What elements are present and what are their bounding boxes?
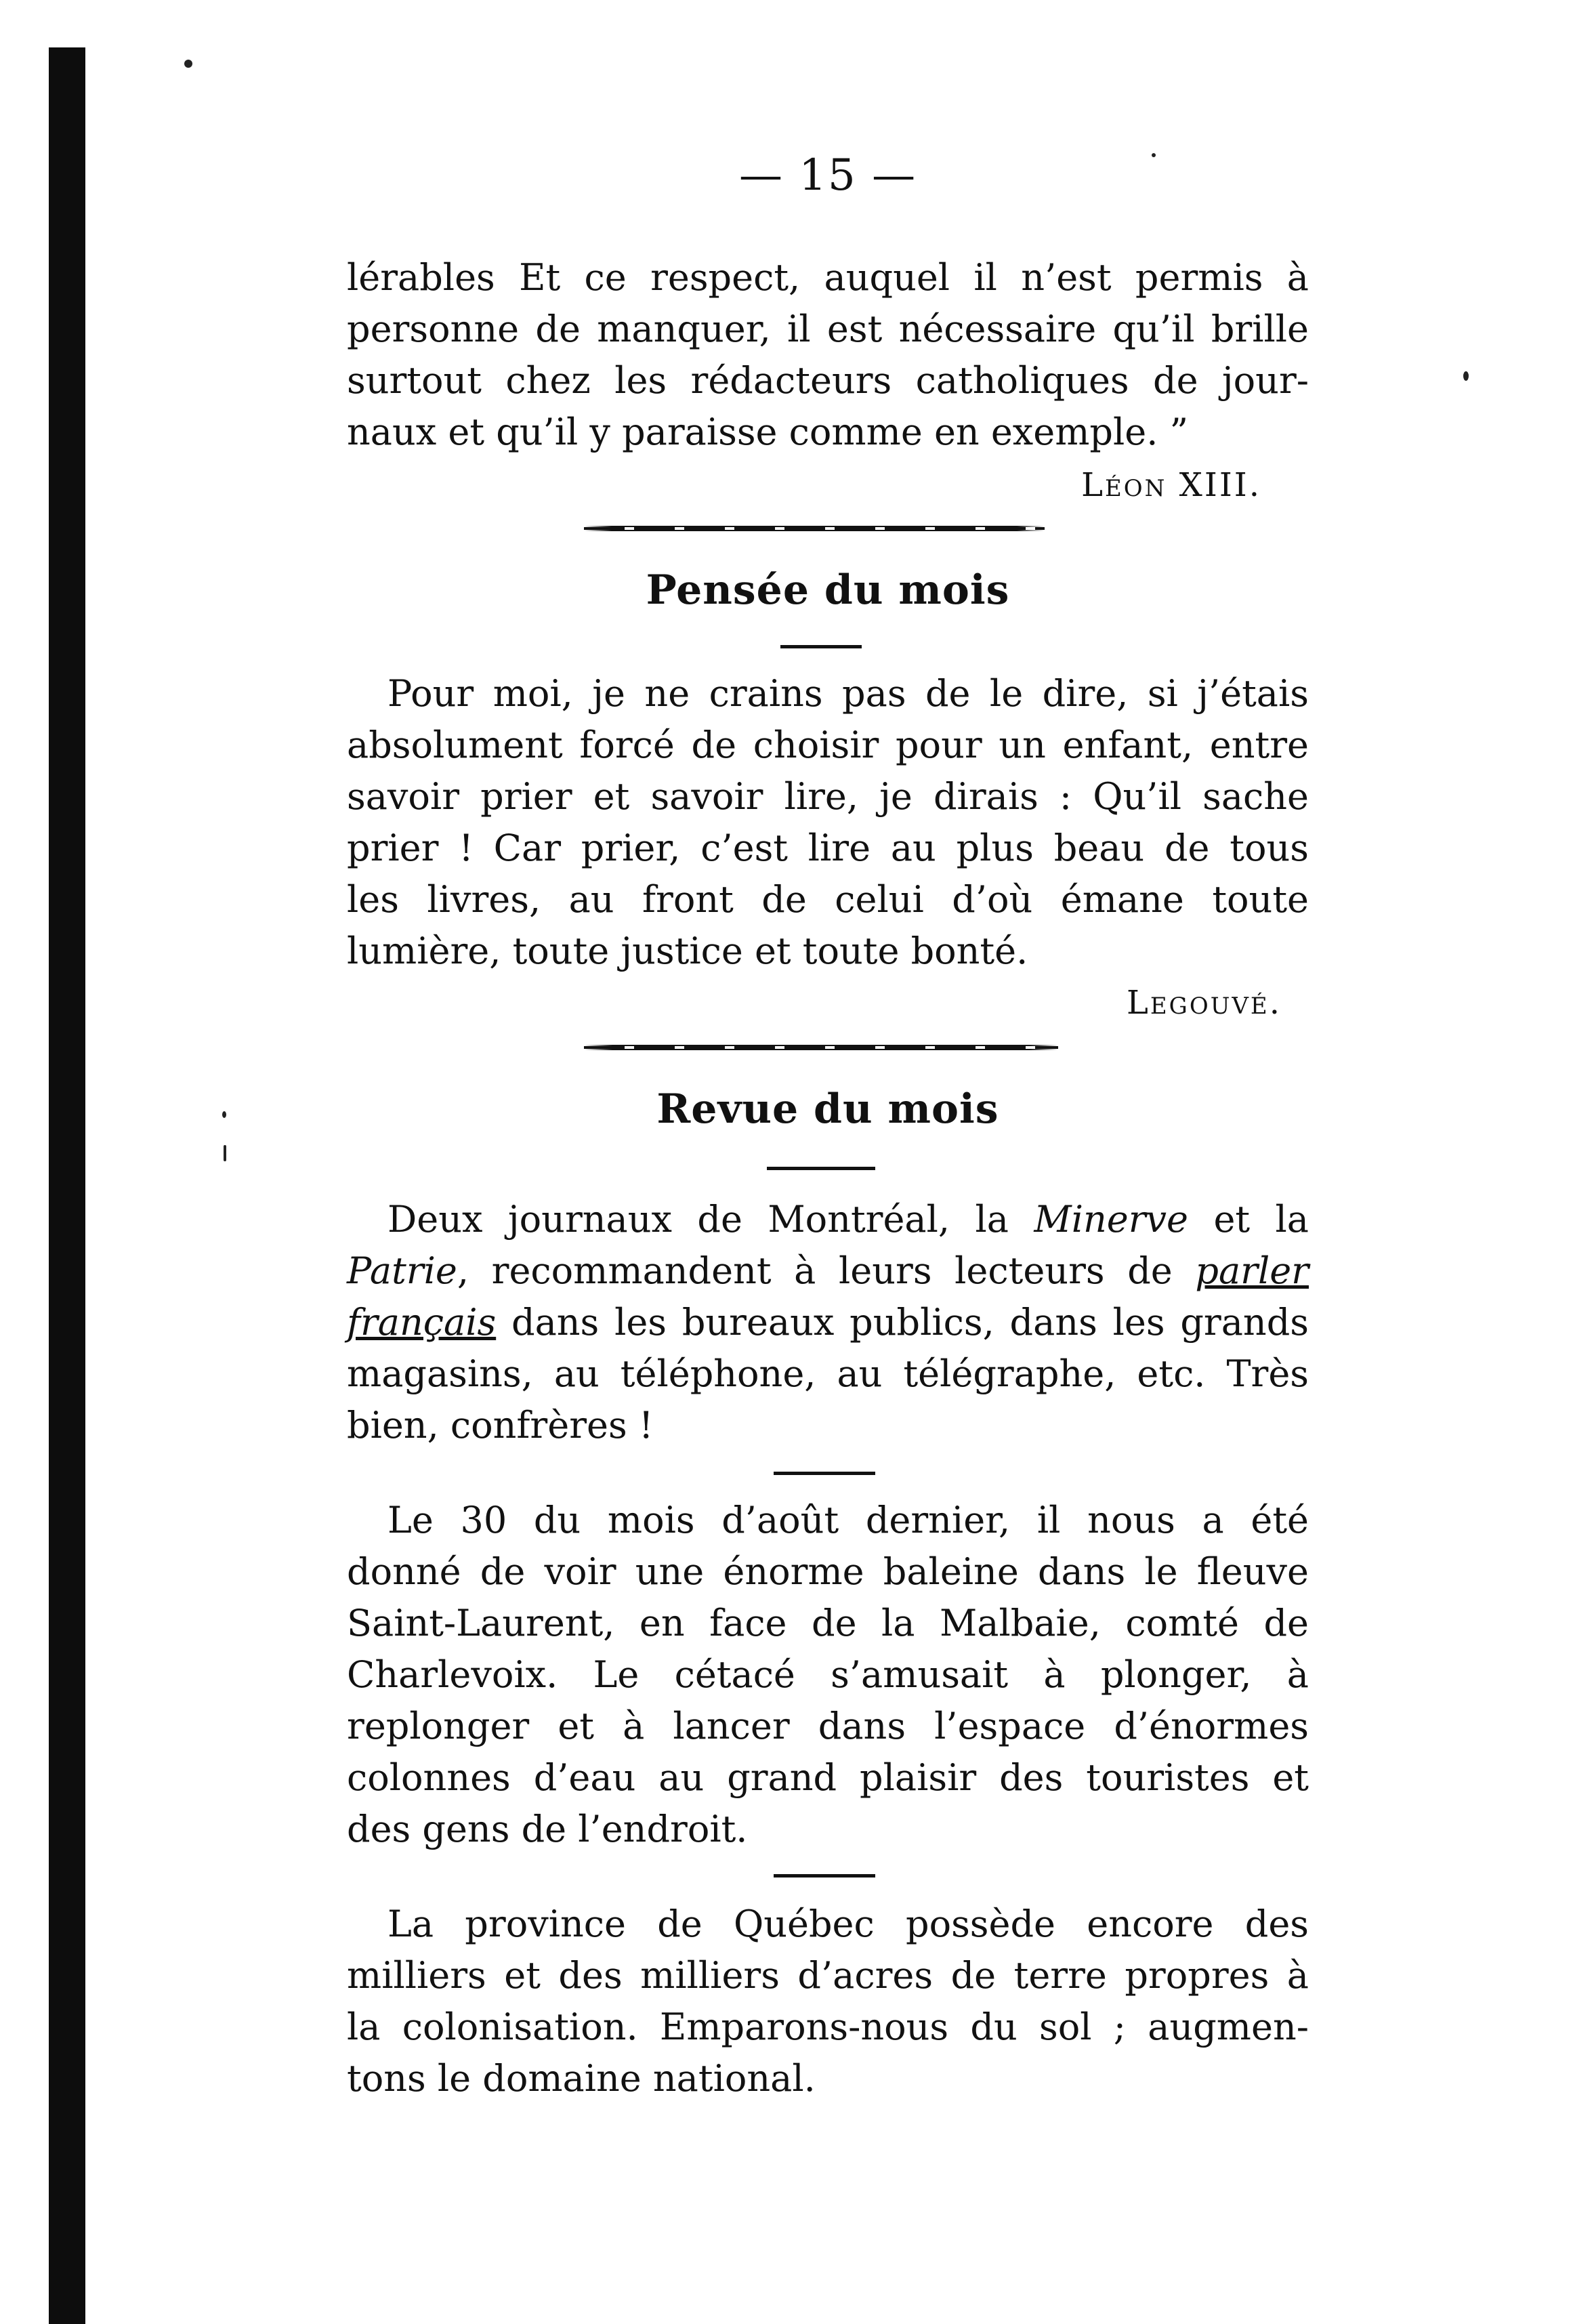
quote-paragraph [347,252,1309,458]
text-run: et la [1188,1198,1309,1241]
print-speck [222,1111,226,1118]
text-line: La province de Québec possède encore des [387,1903,1309,1945]
text-line: les livres, au front de celui d’où émane toute [347,878,1309,921]
text-line: Saint-Laurent, en face de la Malbaie, comté de [347,1602,1309,1644]
pensee-paragraph [347,668,1309,977]
text-line: Pour moi, je ne crains pas de le dire, si j’étais [387,672,1309,715]
section-heading-pensee: Pensée du mois [646,566,1010,614]
italic-title: Patrie [347,1249,457,1292]
text-line: la colonisation. Emparons-nous du sol ; augmen- [347,2006,1309,2048]
text-line: personne de manquer, il est nécessaire qu’il brille [347,308,1309,350]
text-line: naux et qu’il y paraisse comme en exemple. ” [347,411,1189,453]
text-line: absolument forcé de choisir pour un enfant, entre [347,724,1309,766]
short-rule [767,1167,875,1170]
print-speck [1463,371,1469,381]
text-line: colonnes d’eau au grand plaisir des touristes et [347,1756,1309,1799]
text-line [347,1297,1309,1348]
section-heading-revue: Revue du mois [656,1085,999,1133]
short-rule [774,1472,875,1475]
text-line: Le 30 du mois d’août dernier, il nous a été [387,1499,1309,1541]
text-line: savoir prier et savoir lire, je dirais : Qu’il sache [347,775,1309,818]
revue-paragraph-2 [347,1495,1309,1855]
text-line: prier ! Car prier, c’est lire au plus beau de tous [347,827,1309,869]
text-line: donné de voir une énorme baleine dans le fleuve [347,1550,1309,1593]
text-line [347,1194,1309,1245]
revue-paragraph-3 [347,1898,1309,2104]
short-rule [780,645,862,648]
text-line: lumière, toute justice et toute bonté. [347,930,1028,972]
text-run: , recommandent à leurs lecteurs de [457,1249,1196,1292]
ornamental-rule [584,526,1045,531]
revue-paragraph-1 [347,1194,1309,1451]
italic-emphasis: français [347,1301,497,1344]
book-spine-shadow [49,47,85,2324]
text-line: replonger et à lancer dans l’espace d’énormes [347,1705,1309,1747]
page-number: — 15 — [738,150,917,201]
text-line: milliers et des milliers d’acres de terre propres à [347,1954,1309,1997]
text-line: Charlevoix. Le cétacé s’amusait à plonger, à [347,1653,1309,1696]
text-line: magasins, au téléphone, au télégraphe, etc. Très [347,1352,1309,1395]
text-line: surtout chez les rédacteurs catholiques de jour- [347,359,1309,402]
text-line: des gens de l’endroit. [347,1808,748,1850]
pensee-signature: Legouvé. [1126,984,1282,1022]
ornamental-rule [584,1045,1058,1050]
text-run: dans les bureaux publics, dans les grands [496,1301,1309,1344]
text-run: Deux journaux de Montréal, la [387,1198,1034,1241]
print-speck [224,1145,226,1161]
italic-emphasis: parler [1195,1249,1309,1292]
italic-title: Minerve [1034,1198,1188,1241]
short-rule [774,1874,875,1877]
text-line: tons le domaine national. [347,2057,816,2100]
text-line: bien, confrères ! [347,1404,654,1447]
text-line: lérables Et ce respect, auquel il n’est permis à [347,256,1309,299]
print-speck [184,60,192,68]
quote-signature: Léon XIII. [1081,466,1261,504]
text-line [347,1245,1309,1297]
